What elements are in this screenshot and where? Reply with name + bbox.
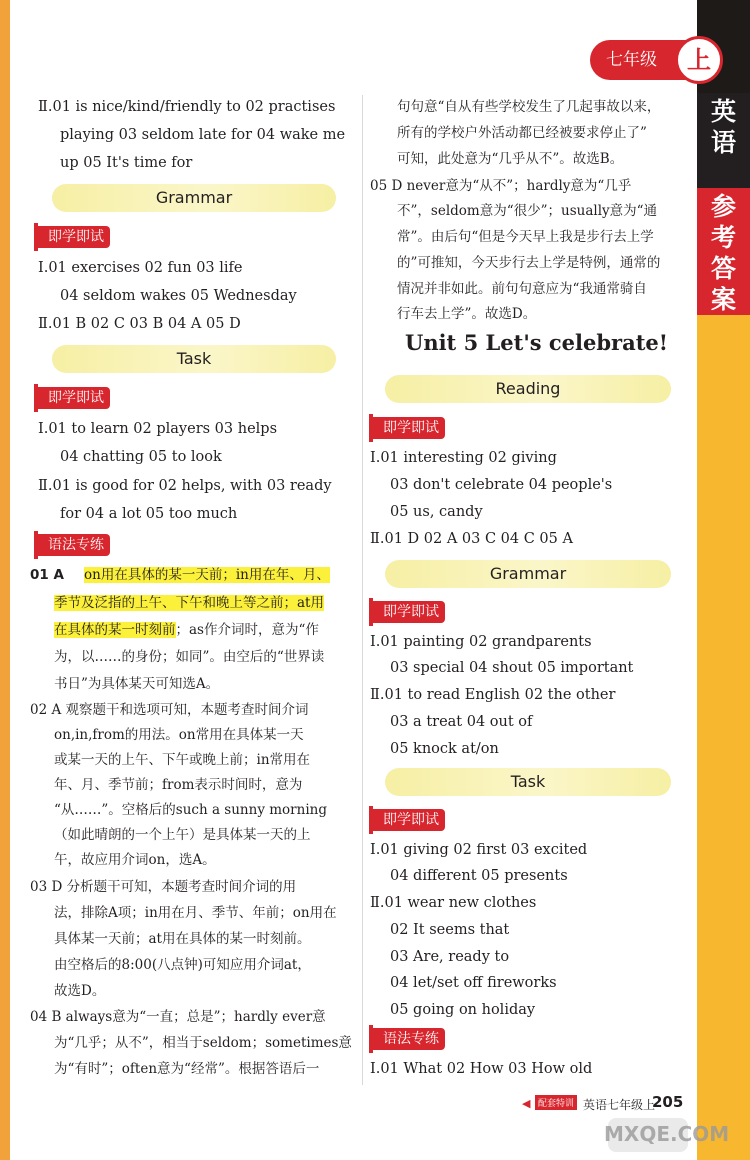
grammar-drill-tag: 语法专练 bbox=[373, 1028, 445, 1050]
explanation-line: 具体某一天前；at用在具体的某一时刻前。 bbox=[54, 931, 311, 947]
answer-line: Ⅰ.01 to learn 02 players 03 helps bbox=[38, 421, 278, 437]
answer-line: Ⅰ.01 giving 02 first 03 excited bbox=[370, 842, 588, 858]
explanation-line: 04 B always意为“一直；总是”；hardly ever意 bbox=[30, 1009, 326, 1025]
explanation-line: 所有的学校户外活动都已经被要求停止了” bbox=[397, 125, 647, 141]
explanation-line: on,in,from的用法。on常用在具体某一天 bbox=[54, 727, 304, 743]
answer-line: Ⅱ.01 B 02 C 03 B 04 A 05 D bbox=[38, 316, 241, 332]
practice-tag: 即学即试 bbox=[38, 226, 110, 248]
answer-line: 03 special 04 shout 05 important bbox=[390, 660, 634, 676]
answer-line: Ⅰ.01 What 02 How 03 How old bbox=[370, 1061, 593, 1077]
answer-line: 03 Are, ready to bbox=[390, 949, 510, 965]
explanation-line: 在具体的某一时刻前；as作介词时，意为“作 bbox=[54, 622, 319, 638]
explanation-line: 为“几乎；从不”，相当于seldom；sometimes意 bbox=[54, 1035, 352, 1051]
subject-label: 英 语 bbox=[697, 93, 750, 188]
explanation-line: 午，故应用介词on，选A。 bbox=[54, 852, 216, 868]
explanation-line: 故选D。 bbox=[54, 983, 106, 999]
explanation-line: 03 D 分析题干可知，本题考查时间介词的用 bbox=[30, 879, 297, 895]
answer-line: Ⅱ.01 is good for 02 helps, with 03 ready bbox=[38, 478, 332, 494]
practice-tag: 即学即试 bbox=[373, 601, 445, 623]
section-header-task: Task bbox=[52, 345, 336, 373]
answer-line: 02 It seems that bbox=[390, 922, 510, 938]
section-header-grammar: Grammar bbox=[385, 560, 671, 588]
answer-line: 04 let/set off fireworks bbox=[390, 975, 557, 991]
section-header-task: Task bbox=[385, 768, 671, 796]
section-header-grammar: Grammar bbox=[52, 184, 336, 212]
explanation-line: 为，以……的身份；如同”。由空后的“世界读 bbox=[54, 649, 325, 665]
footer-arrow-icon: ◀ bbox=[522, 1097, 531, 1110]
answer-line: 05 us, candy bbox=[390, 504, 483, 520]
answer-line: Ⅱ.01 to read English 02 the other bbox=[370, 687, 616, 703]
explanation-line: 常”。由后句“但是今天早上我是步行去上学 bbox=[397, 229, 654, 245]
answer-line: 04 seldom wakes 05 Wednesday bbox=[60, 288, 297, 304]
explanation-line: 年、月、季节前；from表示时间时，意为 bbox=[54, 777, 303, 793]
answer-line: 03 don't celebrate 04 people's bbox=[390, 477, 613, 493]
explanation-line: 为“有时”；often意为“经常”。根据答语后一 bbox=[54, 1061, 320, 1077]
answer-line: Ⅱ.01 wear new clothes bbox=[370, 895, 537, 911]
answer-line: Ⅰ.01 interesting 02 giving bbox=[370, 450, 557, 466]
watermark-text: MXQE.COM bbox=[604, 1122, 730, 1146]
practice-tag: 即学即试 bbox=[373, 417, 445, 439]
answer-line: for 04 a lot 05 too much bbox=[60, 506, 238, 522]
footer-book: 英语七年级上 bbox=[583, 1098, 656, 1112]
explanation-line: （如此晴朗的一个上午）是具体某一天的上 bbox=[54, 827, 311, 843]
explanation-line: 法，排除A项；in用在月、季节、年前；on用在 bbox=[54, 905, 337, 921]
grade-badge: 七年级 bbox=[590, 40, 715, 80]
explanation-line: 行车去上学”。故选D。 bbox=[397, 306, 537, 322]
answer-line: Ⅱ.01 D 02 A 03 C 04 C 05 A bbox=[370, 531, 573, 547]
term-badge: 上 bbox=[675, 36, 723, 84]
section-header-reading: Reading bbox=[385, 375, 671, 403]
explanation-line: 情况并非如此。前句句意应为“我通常骑自 bbox=[397, 281, 647, 297]
explanation-line: 书日”为具体某天可知选A。 bbox=[54, 676, 220, 692]
explanation-line: 不”，seldom意为“很少”；usually意为“通 bbox=[397, 203, 658, 219]
page-number: 205 bbox=[652, 1093, 684, 1111]
answer-key-label: 参 考 答 案 bbox=[697, 188, 750, 315]
explanation-line: 由空格后的8:00(八点钟)可知应用介词at， bbox=[54, 957, 311, 973]
practice-tag: 即学即试 bbox=[38, 387, 110, 409]
answer-line: Ⅰ.01 exercises 02 fun 03 life bbox=[38, 260, 243, 276]
left-edge-strip bbox=[0, 0, 10, 1160]
answer-line: 04 different 05 presents bbox=[390, 868, 568, 884]
answer-label: 01 A bbox=[30, 567, 64, 583]
answer-line: playing 03 seldom late for 04 wake me bbox=[60, 127, 346, 143]
practice-tag: 即学即试 bbox=[373, 809, 445, 831]
explanation-line: 05 D never意为“从不”；hardly意为“几乎 bbox=[370, 178, 632, 194]
answer-line: Ⅰ.01 painting 02 grandparents bbox=[370, 634, 592, 650]
explanation-line: 的”可推知，今天步行去上学是特例，通常的 bbox=[397, 255, 661, 271]
explanation-line: “从……”。空格后的such a sunny morning bbox=[54, 802, 327, 818]
grammar-drill-tag: 语法专练 bbox=[38, 534, 110, 556]
explanation-line: 02 A 观察题干和选项可知，本题考查时间介词 bbox=[30, 702, 309, 718]
highlighted-text: on用在具体的某一天前；in用在年、月、 bbox=[84, 567, 330, 583]
highlighted-text: 季节及泛指的上午、下午和晚上等之前；at用 bbox=[54, 595, 324, 611]
answer-line: 03 a treat 04 out of bbox=[390, 714, 533, 730]
answer-line: 04 chatting 05 to look bbox=[60, 449, 222, 465]
series-badge: 配套特训 bbox=[535, 1095, 577, 1110]
explanation-line: 可知，此处意为“几乎从不”。故选B。 bbox=[397, 151, 624, 167]
answer-line: up 05 It's time for bbox=[60, 155, 193, 171]
column-divider bbox=[362, 95, 363, 1085]
answer-line: 05 knock at/on bbox=[390, 741, 499, 757]
explanation-line: 句句意“自从有些学校发生了几起事故以来， bbox=[397, 99, 661, 115]
unit-title: Unit 5 Let's celebrate! bbox=[405, 330, 669, 355]
explanation-line: 或某一天的上午、下午或晚上前；in常用在 bbox=[54, 752, 311, 768]
answer-line: Ⅱ.01 is nice/kind/friendly to 02 practises bbox=[38, 99, 336, 115]
answer-line: 05 going on holiday bbox=[390, 1002, 536, 1018]
